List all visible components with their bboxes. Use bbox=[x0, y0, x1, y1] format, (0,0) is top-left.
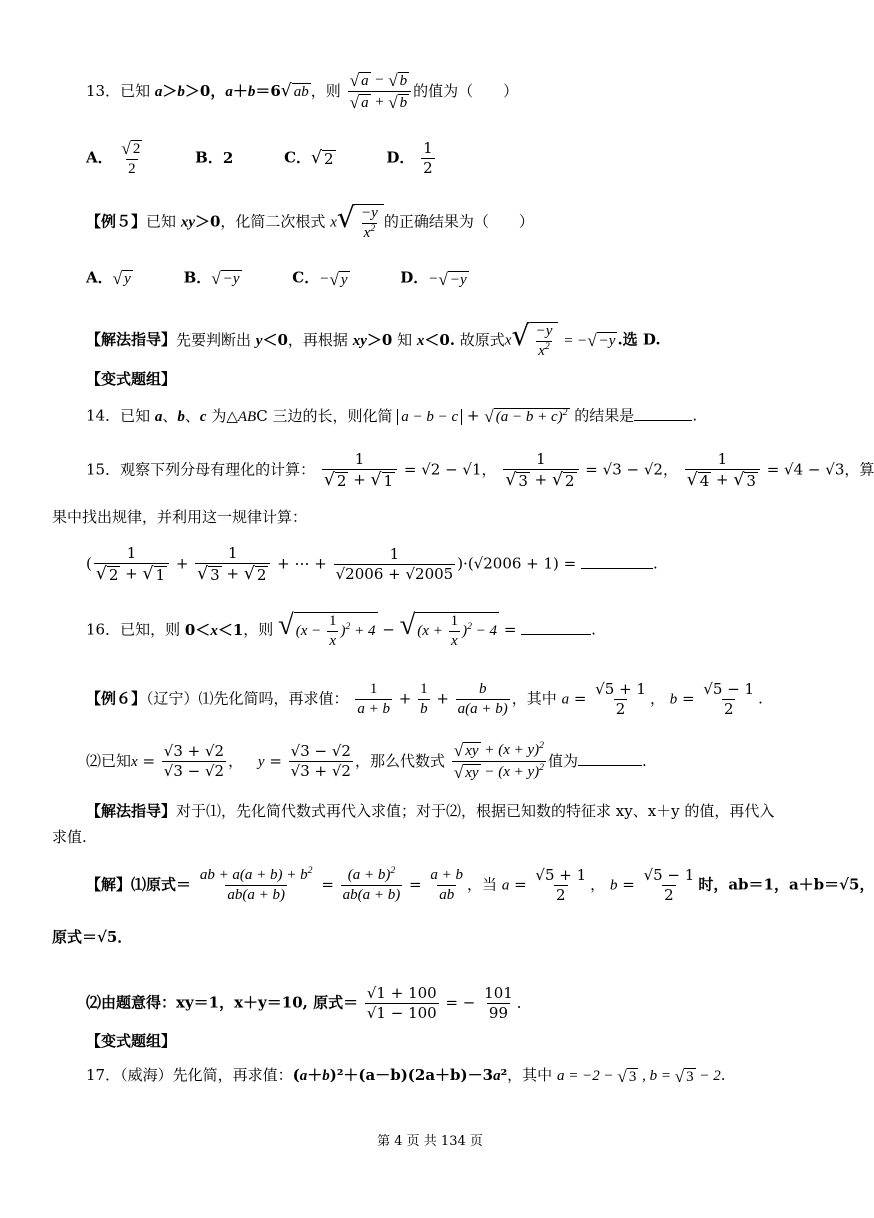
ex5-cond: xy bbox=[180, 214, 195, 231]
ex5-opt-d-label: D． bbox=[400, 268, 429, 287]
question-16: 16．已知，则 0＜x＜1，则 √ (x − $\frac{1}{x}$ )$^2$ + 4 − √ (x + $\frac{1}{x}$ )$^2$ − 4 = . bbox=[86, 610, 596, 649]
q13-cond: a＞b＞0，a＋b＝6 bbox=[154, 81, 281, 100]
q13-number: 13． bbox=[86, 81, 121, 100]
ex5-sqrt: √ $\frac{-y}{x^2}$ bbox=[337, 204, 384, 241]
q13-opt-c: √ 2 bbox=[311, 148, 334, 168]
guide-5: 【解法指导】先要判断出 y＜0，再根据 xy＞0 知 x＜0. 故原式x √ $\frac{-y}{x^2}$ = − √ −y .选 D. bbox=[86, 319, 661, 359]
q16-number: 16． bbox=[86, 620, 121, 639]
ex6-then: ，那么代数式 bbox=[354, 751, 445, 770]
q15-blank[interactable] bbox=[581, 568, 653, 569]
q14-blank[interactable] bbox=[634, 420, 692, 421]
q13-opt-b: 2 bbox=[222, 148, 234, 167]
ex5-opt-c: − √ y bbox=[319, 269, 348, 289]
q14-sqrt: √ $(a - b + c)^2$ bbox=[484, 407, 568, 426]
q15-dots: + ⋯ + bbox=[277, 554, 327, 573]
ex5-opt-c-label: C． bbox=[292, 268, 320, 287]
q13-opt-b-label: B． bbox=[195, 148, 223, 167]
example-6: 【例６】（辽宁）⑴先化简吗，再求值： $\frac{1}{a + b}$ + $\frac{1}{b}$ + $\frac{b}{a(a + b)}$ ，其中 a = $\frac{√5 + 1}{2}$ ， b = $\frac{√5 - 1}{2}$ . bbox=[86, 680, 763, 718]
ex6-expr: √ xy + $(x + y)^2$ √ xy − $(x + y)^2$ bbox=[453, 740, 545, 783]
q15-series: ( 1 √ 2 + √ 1 + 1 √ 3 + √ 2 + ⋯ + $\frac{1}{√2006 + √2005}$ )·(√2006 + 1) = . bbox=[86, 544, 658, 584]
sol6-p2-result: $\frac{101}{99}$ bbox=[484, 984, 513, 1022]
ex5-text1: 已知 bbox=[146, 212, 177, 231]
sol6-tag: 【解】 bbox=[86, 875, 132, 894]
q13-sqrt-ab: √ ab bbox=[280, 81, 309, 102]
variant-heading-1: 【变式题组】 bbox=[86, 370, 177, 388]
ex6-part1: ⑴先化简吗，再求值： bbox=[198, 689, 349, 708]
ex6-value: 值为 bbox=[548, 751, 579, 770]
ex5-opt-a: √ y bbox=[112, 269, 131, 288]
q13-opt-c-label: C． bbox=[284, 148, 312, 167]
q17-number: 17． bbox=[86, 1066, 121, 1085]
sol6-part2: ⑵由题意得：xy＝1，x＋y＝10, 原式＝ $\frac{√1 + 100}{√1 - 100}$ = − $\frac{101}{99}$ ． bbox=[86, 984, 532, 1022]
question-13 bbox=[86, 72, 518, 112]
guide6-tag: 【解法指导】 bbox=[86, 802, 177, 820]
q14-text2: 的结果是 bbox=[574, 406, 635, 425]
sol6-frac2: $\frac{(a + b)^2}{ab(a + b)}$ bbox=[342, 865, 401, 903]
q16-sqrt1: √ (x − $\frac{1}{x}$ )$^2$ + 4 bbox=[278, 610, 376, 649]
q13-opt-a: √ 2 2 bbox=[121, 139, 141, 178]
sol6-p1: ⑴原式＝ bbox=[131, 875, 192, 894]
question-17: 17．（威海）先化简，再求值：(a＋b)²＋(a－b)(2a＋b)－3a²，其中 a = −2 − √ 3 , b = √ 3 − 2. bbox=[86, 1066, 726, 1086]
guide6-line1: 对于⑴，先化简代数式再代入求值；对于⑵，根据已知数的特征求 xy、x＋y 的值，再代入 bbox=[176, 802, 775, 820]
ex5-tag: 【例５】 bbox=[86, 212, 147, 231]
q17-vals: a = −2 − √ 3 , b = √ 3 − 2 bbox=[556, 1067, 721, 1086]
q15-eq3: = √4 − √3 bbox=[766, 460, 845, 479]
guide5-end: .选 D. bbox=[617, 330, 661, 349]
q15-tail: ，算 bbox=[844, 460, 874, 479]
solution-6: 【解】⑴原式＝ $\frac{ab + a(a + b) + b^2}{ab(a + b)}$ = $\frac{(a + b)^2}{ab(a + b)}$ = $\frac{a + b}{ab}$ ，当 a = $\frac{√5 + 1}{2}$ ， b = $\frac{√5 - 1}{2}$ 时，ab＝1，a＋b＝√5， bbox=[86, 865, 874, 904]
guide5-sqrt: √ $\frac{-y}{x^2}$ bbox=[511, 322, 558, 359]
q13-suffix: 的值为（ ） bbox=[413, 81, 519, 100]
q17-text: （威海）先化简，再求值：(a＋b)²＋(a－b)(2a＋b)－3a²，其中 bbox=[120, 1066, 553, 1085]
sol6-line2: 原式＝√5． bbox=[52, 928, 133, 946]
question-15: 15．观察下列分母有理化的计算： 1 √ 2 + √ 1 = √2 − √1， 1 √ 3 + √ 2 = √3 − √2， 1 √ 4 + √ 3 = √4 − √3，算 bbox=[86, 450, 874, 490]
ex6-y-value: $\frac{√3 - √2}{√3 + √2}$ bbox=[290, 742, 351, 781]
sol6-frac3: $\frac{a + b}{ab}$ bbox=[430, 867, 464, 903]
guide5-tag: 【解法指导】 bbox=[86, 330, 177, 349]
guide6-line2: 求值. bbox=[52, 828, 87, 846]
guide-6 bbox=[86, 804, 774, 819]
q14-text: 已知 a、b、c 为△ABC 三边的长，则化简 bbox=[120, 406, 393, 425]
sol6-p2: ⑵由题意得：xy＝1，x＋y＝10, 原式＝ bbox=[86, 993, 359, 1012]
q13-options bbox=[86, 140, 437, 177]
ex6-x-value: $\frac{√3 + √2}{√3 - √2}$ bbox=[163, 742, 225, 781]
q14-number: 14． bbox=[86, 406, 121, 425]
sol6-frac1: $\frac{ab + a(a + b) + b^2}{ab(a + b)}$ bbox=[199, 865, 313, 903]
page-footer: 第 4 页 共 134 页 bbox=[377, 1134, 483, 1149]
ex6-a-value: $\frac{√5 + 1}{2}$ bbox=[595, 680, 646, 718]
q16-sqrt2: √ (x + $\frac{1}{x}$ )$^2$ − 4 bbox=[399, 610, 498, 649]
q13-prefix: 已知 bbox=[120, 81, 151, 100]
ex6-part2: ⑵已知x = $\frac{√3 + √2}{√3 - √2}$ ， y = $\frac{√3 - √2}{√3 + √2}$ ，那么代数式 √ xy + $(x + y)^2$ √ xy − $(x + y)^2$ 值为 . bbox=[86, 740, 647, 783]
sol6-result1: 时，ab＝1，a＋b＝√5， bbox=[698, 875, 874, 894]
q15-eq2: = √3 − √2 bbox=[585, 460, 663, 479]
ex6-frac2: $\frac{1}{b}$ bbox=[420, 681, 428, 717]
q13-opt-d-label: D． bbox=[386, 148, 415, 167]
sol6-p2-frac: $\frac{√1 + 100}{√1 - 100}$ bbox=[366, 984, 437, 1022]
ex5-options bbox=[86, 270, 469, 288]
q15-frac3: 1 √ 4 + √ 3 bbox=[685, 452, 760, 489]
guide5-result: = − √ −y bbox=[563, 331, 616, 351]
example-5: 【例５】已知 xy＞0，化简二次根式 x √ $\frac{-y}{x^2}$ 的正确结果为（ ） bbox=[86, 201, 534, 241]
ex5-text2: ，化简二次根式 bbox=[220, 212, 326, 231]
ex6-where: ，其中 bbox=[511, 689, 557, 708]
q13-fraction: √ a − √ b √ a + √ b bbox=[348, 72, 412, 112]
ex6-b-value: $\frac{√5 - 1}{2}$ bbox=[703, 680, 755, 718]
q15-frac2: 1 √ 3 + √ 2 bbox=[503, 452, 578, 489]
ex5-opt-b: √ −y bbox=[211, 269, 240, 288]
q15-mult: )·(√2006 + 1) = bbox=[457, 554, 577, 573]
ex6-part2-label: ⑵已知 bbox=[86, 751, 132, 770]
ex6-source: （辽宁） bbox=[146, 689, 199, 708]
q15-text: 观察下列分母有理化的计算： bbox=[120, 460, 316, 479]
variant-heading-2: 【变式题组】 bbox=[86, 1032, 177, 1050]
q15-frac1: 1 √ 2 + √ 1 bbox=[322, 452, 397, 489]
sol6-when: ，当 bbox=[467, 875, 498, 894]
ex5-opt-b-label: B． bbox=[183, 268, 212, 287]
q15-line2: 果中找出规律，并利用这一规律计算： bbox=[52, 508, 308, 526]
ex5-opt-a-label: A． bbox=[86, 268, 113, 287]
ex5-x: x bbox=[330, 214, 337, 231]
q13-then: ，则 bbox=[310, 81, 341, 100]
ex5-opt-d: − √ −y bbox=[428, 269, 467, 289]
q13-opt-d: $\frac{1}{2}$ bbox=[423, 139, 433, 178]
question-14: 14．已知 a、b、c 为△ABC 三边的长，则化简 a − b − c + √ $(a - b + c)^2$ 的结果是 . bbox=[86, 406, 698, 426]
ex6-frac3: $\frac{b}{a(a + b)}$ bbox=[457, 681, 508, 717]
q15-eq1: = √2 − √1 bbox=[403, 460, 482, 479]
q15-last-frac: $\frac{1}{√2006 + √2005}$ bbox=[335, 545, 454, 584]
ex6-blank[interactable] bbox=[578, 765, 642, 766]
ex5-text3: 的正确结果为（ ） bbox=[383, 212, 534, 231]
guide5-text: 先要判断出 y＜0，再根据 xy＞0 知 x＜0. 故原式 bbox=[176, 330, 505, 349]
q14-abs: a − b − c bbox=[397, 409, 462, 425]
ex6-tag: 【例６】 bbox=[86, 689, 147, 708]
q15-number: 15． bbox=[86, 460, 121, 479]
ex6-frac1: $\frac{1}{a + b}$ bbox=[357, 681, 390, 717]
q13-opt-a-label: A． bbox=[86, 148, 113, 167]
q16-text: 已知，则 0＜x＜1，则 bbox=[120, 620, 274, 639]
q16-blank[interactable] bbox=[521, 634, 591, 635]
